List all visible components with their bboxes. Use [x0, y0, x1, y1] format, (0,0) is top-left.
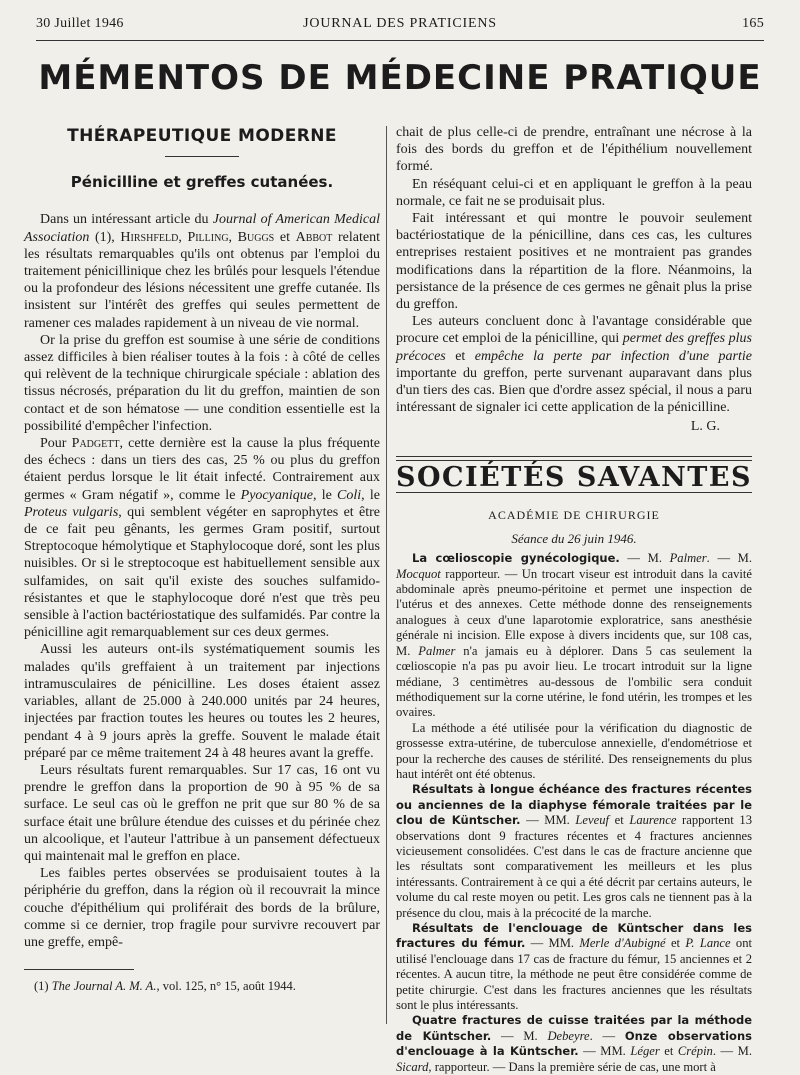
academy-heading: ACADÉMIE DE CHIRURGIE [488, 507, 660, 522]
paragraph: Leurs résultats furent remarquables. Sur 17 cas, 16 ont vu prendre le greffon dans la proportion de 90 à 95 % de sa surface. Le seul cas où le greffon ne prit que sur 80 % de sa surface était une brûlure étendue des cuisses et du périnée chez un alcoolique, et l'auteur l'attribue à un pansement défectueux qui maintenait mal le greffon en place. [24, 762, 380, 864]
seance-date: Séance du 26 juin 1946. [511, 531, 637, 547]
double-rule [396, 456, 752, 461]
journal-name: JOURNAL DES PRATICIENS [303, 16, 497, 31]
paragraph: chait de plus celle-ci de prendre, entraînant une nécrose à la fois des bords du greffon et de l'épithélium nouvellement formé. [396, 125, 752, 175]
section-heading: THÉRAPEUTIQUE MODERNE [67, 126, 337, 146]
report-paragraph: Quatre fractures de cuisse traitées par la méthode de Küntscher. — M. Debeyre. — Onze observations d'enclouage à la Küntscher. — MM. Léger et Crépin. — M. Sicard, rapporteur. — Dans la première série de cas, une mort à [396, 1013, 752, 1074]
header-rule [36, 40, 764, 41]
main-title: MÉMENTOS DE MÉDECINE PRATIQUE [38, 58, 762, 98]
signature: L. G. [690, 419, 720, 435]
report-paragraph: Résultats à longue échéance des fractures récentes ou anciennes de la diaphyse fémorale traitées par le clou de Küntscher. — MM. Leveuf et Laurence rapportent 13 observations dont 9 fractures récentes et 4 fractures anciennes vicieusement consolidées. C'est dans le cas de fracture ancienne que les résultats sont comparativement les meilleurs et les plus intéressants. Contrairement à ce qui a été décrit par certains auteurs, le volume du cal reste moyen ou petit. Les gros cals ne tiennent pas à la présence du clou, mais à la précocité de la marche. [396, 782, 752, 920]
right-column [396, 124, 752, 1074]
issue-date: 30 Juillet 1946 [36, 16, 124, 31]
running-head [36, 16, 764, 38]
section-rule [165, 156, 239, 157]
paragraph: Pour Padgett, cette dernière est la cause la plus fréquente des échecs : dans un tiers des cas, 25 % ou plus du greffon étaient perdus lorsque le lit était infecté. Contrairement aux germes « Gram négatif », comme le Pyocyanique, le Coli, le Proteus vulgaris, qui semblent végéter en saprophytes et être de ce fait peu gênants, les germes Gram positif, surtout Streptocoque hémolytique et Staphylocoque doré, sont les plus nuisibles. Or si le streptocoque est habituellement sensible aux sulfamides, on sait qu'il existe des souches sulfamido-résistantes et que le staphylocoque doré n'est que très peu sensible à l'action bactériostatique des sulfamidés. Par contre la pénicilline agit remarquablement sur ces deux germes. [24, 436, 381, 641]
footnote: (1) The Journal A. M. A., vol. 125, n° 15, août 1944. [34, 979, 296, 994]
article-title: Pénicilline et greffes cutanées. [70, 173, 334, 192]
paragraph: Aussi les auteurs ont-ils systématiquement soumis les malades qu'ils greffaient à un traitement par injections intramusculaires de pénicilline. Les doses étaient assez variables, allant de 25.000 à 240.000 unités par 24 heures, injectées par fraction toutes les heures ou toutes les 2 heures, pendant 4 à 9 jours après la greffe. Souvent le malade était préparé par ce même traitement 24 à 48 heures avant la greffe. [24, 642, 380, 761]
paragraph: Or la prise du greffon est soumise à une série de conditions assez difficiles à bien réaliser toutes à la fois : à côté de celles qui relèvent de la technique chirurgicale spéciale : ablation des tissus nécrosés, préparation du lit du greffon, maintien de son contact et de son hématose — une condition essentielle est la possibilité d'empêcher l'infection. [24, 332, 380, 434]
report-paragraph: La cœlioscopie gynécologique. — M. Palmer. — M. Mocquot rapporteur. — Un trocart viseur est introduit dans la cavité abdominale après pneumo-péritoine et permet une inspection de l'utérus et des annexes. Cette méthode donne des renseignements analogues à ceux d'une laparotomie exploratrice, sans anesthésie générale ni incision. Elle expose à divers incidents que, sur 108 cas, M. Palmer n'a jamais eu à déplorer. Dans 5 cas seulement la cœlioscopie n'a pas pu avoir lieu. Le trocart introduit sur la ligne médiane, 3 centimètres au-dessous de l'ombilic sera conduit méthodiquement sur la corne utérine, le fond utérin, les trompes et les ovaires. [396, 551, 752, 720]
paragraph: Dans un intéressant article du Journal of American Medical Association (1), Hirshfeld, Pilling, Buggs et Abbot relatent les résultats remarquables qu'ils ont obtenus par l'emploi du traitement pénicillinique chez les brûlés pour lesquels l'étendue ou la profondeur des lésions nécessitent une greffe cutanée. Ils insistent sur l'intérêt des greffes qui seules permettent de ramener ces malades rapidement à un niveau de vie normal. [24, 212, 380, 331]
paragraph: En réséquant celui-ci et en appliquant le greffon à la peau normale, ce fait ne se produisait plus. [396, 176, 752, 209]
societes-reports [396, 551, 752, 1075]
societes-title: SOCIÉTÉS SAVANTES [396, 461, 752, 493]
report-paragraph: Résultats de l'enclouage de Küntscher dans les fractures du fémur. — MM. Merle d'Aubigné et P. Lance ont utilisé l'enclouage dans 17 cas de fracture du fémur, 15 anciennes et 2 récentes. A aucun titre, la méthode ne peut être considérée comme de petite chirurgie. C'est dans les fractures anciennes que les résultats sont le plus intéressants. [396, 921, 752, 1013]
paragraph: Les auteurs concluent donc à l'avantage considérable que procure cet emploi de la pénicilline, qui permet des greffes plus précoces et empêche la perte par infection d'une partie importante du greffon, perte survenant auparavant dans plus d'un tiers des cas. Bien que d'ordre assez spécial, il nous a paru intéressant de signaler ici cette application de la pénicilline. [396, 314, 752, 416]
footnote-rule [24, 969, 134, 970]
page-number: 165 [742, 16, 764, 31]
report-paragraph: La méthode a été utilisée pour la vérification du diagnostic de grossesse extra-utérine, de tuberculose annexielle, d'endométriose et pour la recherche des causes de stérilité. Des renseignements du plus haut intérêt ont été obtenus. [396, 720, 752, 781]
column-divider [386, 126, 387, 1024]
paragraph: Fait intéressant et qui montre le pouvoir seulement bactériostatique de la pénicilline, dans ces cas, les cultures entreprises restaient positives et ne montraient pas grandes modifications dans la répartition de la flore. Néanmoins, la persistance de la présence de ces germes ne gênait plus la prise du greffon. [396, 211, 752, 313]
paragraph: Les faibles pertes observées se produisaient toutes à la périphérie du greffon, dans la région où il recouvrait la mince couche d'épithélium qui proliférait des bords de la brûlure, comme si ce dernier, trop fragile pour survivre recouvert par une greffe, empê- [24, 866, 380, 950]
left-column [24, 122, 380, 1032]
